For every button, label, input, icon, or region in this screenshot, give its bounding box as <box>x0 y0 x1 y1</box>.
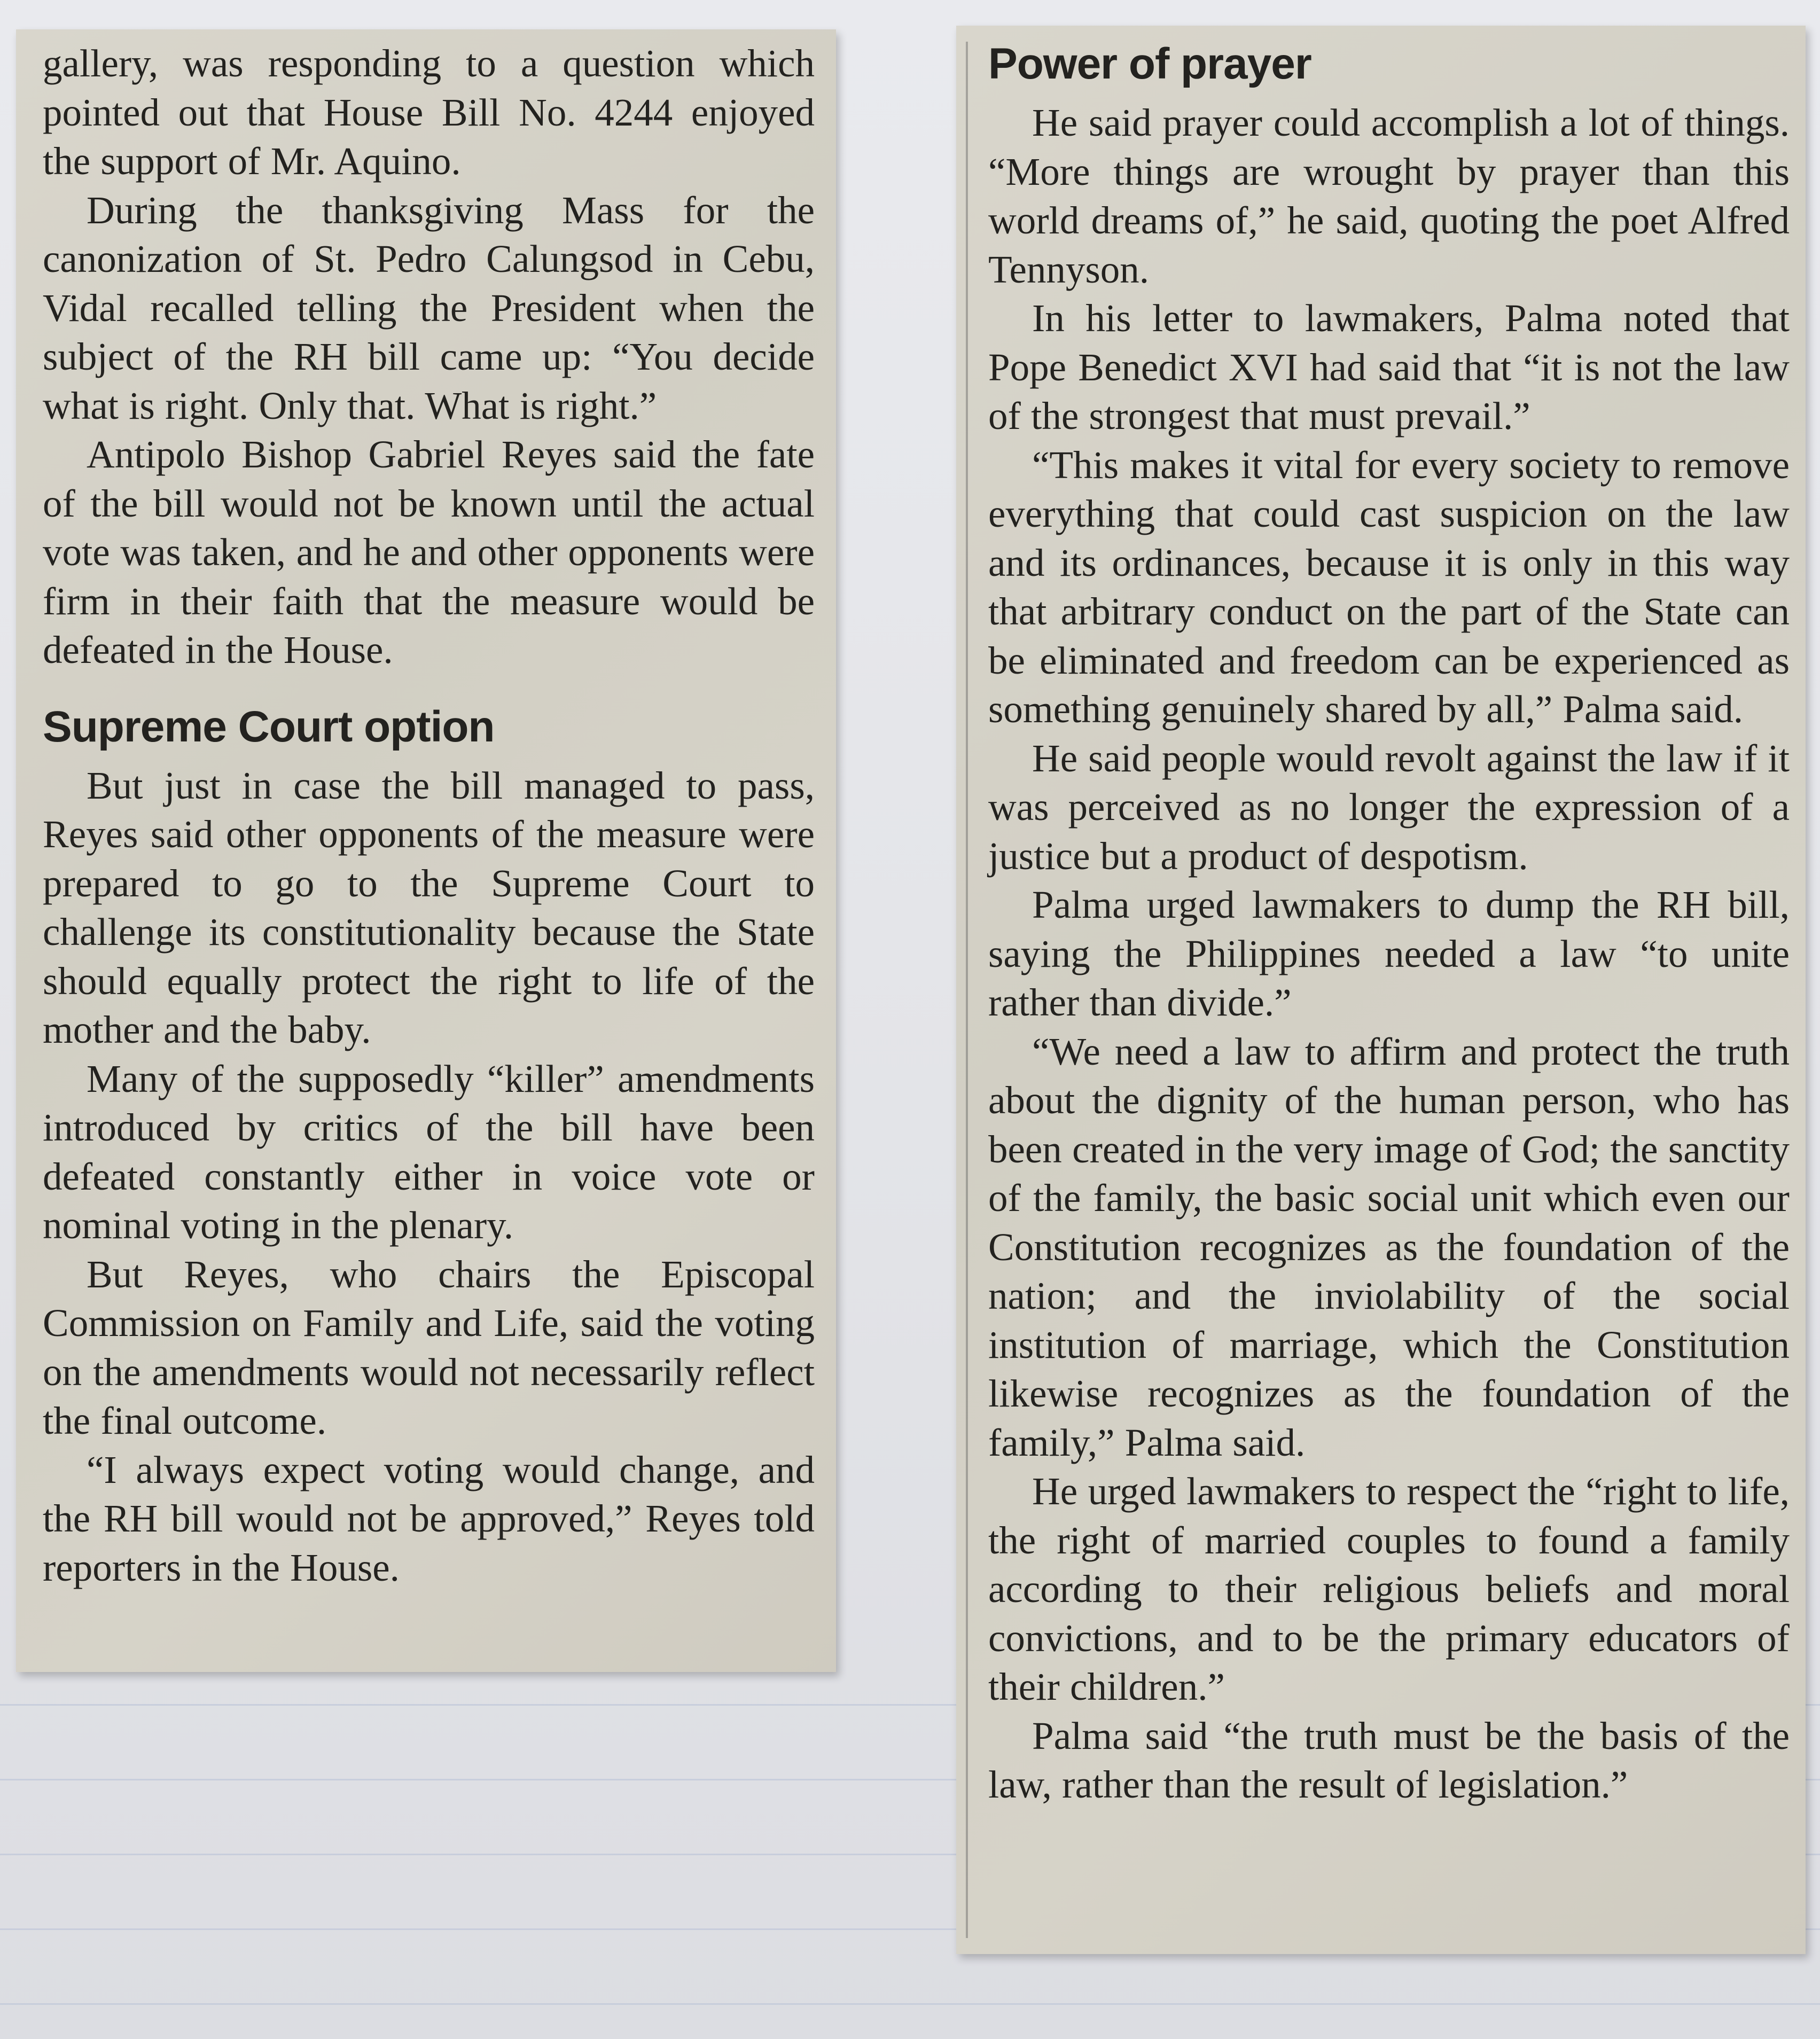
article-paragraph: gallery, was responding to a question which pointed out that House Bill No. 4244 enjoyed the support of Mr. Aquino. <box>43 42 815 183</box>
article-paragraph: “I always expect voting would change, and the RH bill would not be approved,” Reyes told reporters in the House. <box>43 1448 815 1589</box>
article-paragraph: Antipolo Bishop Gabriel Reyes said the fate of the bill would not be known until the actual vote was taken, and he and other opponents were firm in their faith that the measure would be defeated in the House. <box>43 433 815 671</box>
article-paragraph: Palma urged lawmakers to dump the RH bill, saying the Philippines needed a law “to unite rather than divide.” <box>988 883 1790 1024</box>
article-paragraph: He said people would revolt against the law if it was perceived as no longer the expression of a justice but a product of despotism. <box>988 736 1790 878</box>
article-paragraph: In his letter to lawmakers, Palma noted that Pope Benedict XVI had said that “it is not the law of the strongest that must prevail.” <box>988 296 1790 438</box>
article-paragraph: But just in case the bill managed to pass, Reyes said other opponents of the measure were prepared to go to the Supreme Court to challenge its constitutionality because the State should equally protect the right to life of the mother and the baby. <box>43 763 815 1051</box>
subhead-power-of-prayer: Power of prayer <box>988 40 1311 88</box>
subhead-supreme-court-option: Supreme Court option <box>43 702 495 751</box>
article-paragraph: “We need a law to affirm and protect the truth about the dignity of the human person, who has been created in the very image of God; the sanctity of the family, the basic social unit which even our Constitution recognizes as the foundation of the nation; and the inviolability of the social institution of marriage, which the Constitution likewise recognizes as the foundation of the family,” Palma said. <box>988 1029 1790 1464</box>
article-paragraph: Many of the supposedly “killer” amendments introduced by critics of the bill have been defeated constantly either in voice vote or nominal voting in the plenary. <box>43 1057 815 1247</box>
article-paragraph: Palma said “the truth must be the basis of the law, rather than the result of legislation.” <box>988 1714 1790 1806</box>
newspaper-clipping-left <box>16 29 836 1672</box>
ruled-line <box>0 2003 1820 2005</box>
article-paragraph: But Reyes, who chairs the Episcopal Commission on Family and Life, said the voting on the amendments would not necessarily reflect the final outcome. <box>43 1252 815 1442</box>
article-paragraph: He said prayer could accomplish a lot of things. “More things are wrought by prayer than this world dreams of,” he said, quoting the poet Alfred Tennyson. <box>988 101 1790 291</box>
article-paragraph: During the thanksgiving Mass for the canonization of St. Pedro Calungsod in Cebu, Vidal recalled telling the President when the subject of the RH bill came up: “You decide what is right. Only that. What is right.” <box>43 188 815 427</box>
article-paragraph: He urged lawmakers to respect the “right to life, the right of married couples to found a family according to their religious beliefs and moral convictions, and to be the primary educators of their children.” <box>988 1470 1790 1708</box>
article-paragraph: “This makes it vital for every society to remove everything that could cast suspicion on the law and its ordinances, because it is only in this way that arbitrary conduct on the part of the State can be eliminated and freedom can be experienced as something genuinely shared by all,” Palma said. <box>988 443 1790 731</box>
newspaper-clipping-right <box>956 26 1806 1954</box>
